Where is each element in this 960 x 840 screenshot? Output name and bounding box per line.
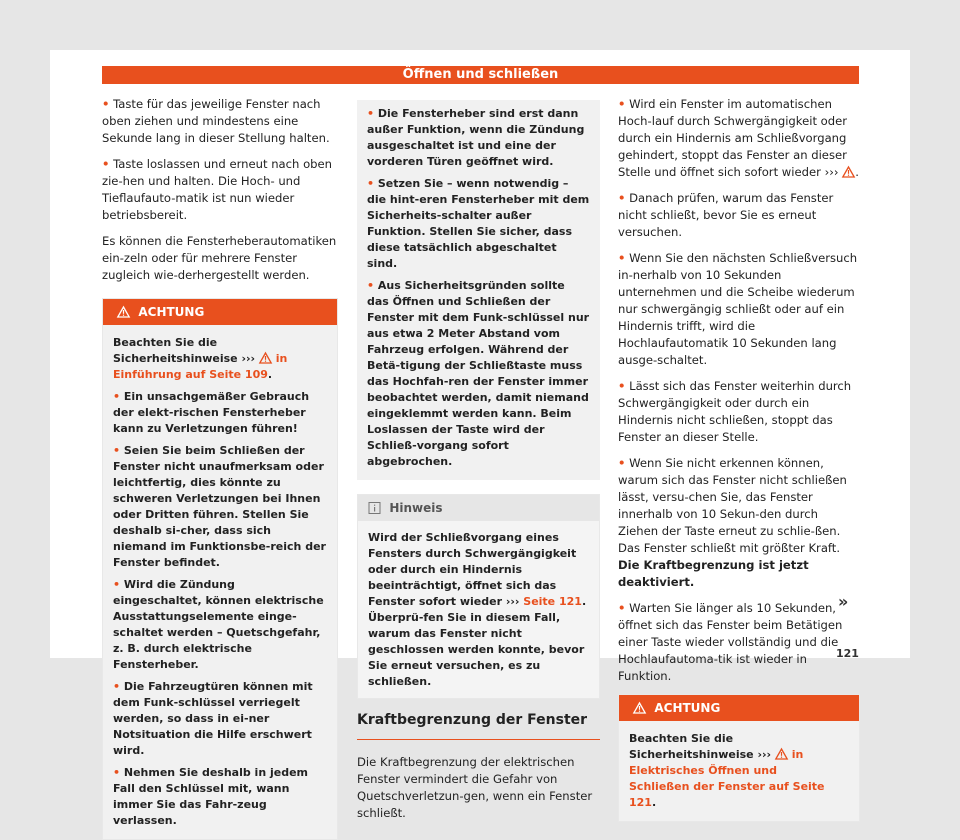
warning-box	[102, 298, 338, 840]
hint-title: Hinweis	[389, 501, 443, 515]
bullet-icon: •	[102, 157, 110, 171]
list-item: • Lässt sich das Fenster weiterhin durch Schwergängigkeit oder durch ein Hindernis nicht schließen, stoppt das Fenster an dieser Stelle.	[618, 379, 852, 444]
section-title: Kraftbegrenzung der Fenster	[357, 699, 600, 740]
warning-header	[619, 695, 859, 721]
list-item: • Wird die Zündung eingeschaltet, können elektrische Ausstattungselemente einge-schaltet werden – Quetschgefahr, z. B. durch elektrische Fensterheber.	[113, 578, 324, 671]
warning-triangle-icon	[775, 748, 788, 760]
bullet-icon: •	[367, 107, 375, 120]
bullet-icon: •	[113, 766, 121, 779]
bullet-icon: •	[367, 279, 375, 292]
list-item: • Wenn Sie nicht erkennen können, warum sich das Fenster nicht schließen lässt, versu-chen Sie, das Fenster innerhalb von 10 Sekun-den durch Ziehen der Taste erneut zu schlie-ßen. Das Fenster schließt mit größter Kraft. Die Kraftbegrenzung ist jetzt deaktiviert.	[618, 456, 847, 589]
paragraph: Die Kraftbegrenzung der elektrischen Fenster vermindert die Gefahr von Quetschverletzun-gen, wenn ein Fenster schließt.	[357, 755, 593, 820]
list-item: • Setzen Sie – wenn notwendig – die hint-eren Fensterheber mit dem Sicherheits-schalter außer Funktion. Stellen Sie sicher, dass diese tatsächlich abgeschaltet sind.	[367, 177, 590, 270]
hint-header	[358, 495, 599, 521]
warning-header	[103, 299, 337, 325]
bullet-icon: •	[618, 191, 626, 205]
bullet-icon: •	[367, 177, 375, 190]
bullet-icon: •	[113, 444, 121, 457]
warning-intro: Beachten Sie die Sicherheitshinweise ››› in Elektrisches Öffnen und Schließen der Fenster auf Seite 121.	[629, 732, 825, 809]
page-link[interactable]: Seite 121	[523, 595, 582, 608]
list-item: • Die Fensterheber sind erst dann außer Funktion, wenn die Zündung ausgeschaltet ist und eine der vorderen Türen geöffnet wird.	[367, 107, 585, 168]
warning-body	[103, 325, 337, 839]
list-item: • Taste loslassen und erneut nach oben zie-hen und halten. Die Hoch- und Tieflaufauto-matik ist nun wieder betriebsbereit.	[102, 157, 332, 222]
bullet-icon: •	[102, 97, 110, 111]
warning-triangle-icon	[842, 166, 855, 178]
page-link[interactable]: in Elektrisches Öffnen und Schließen der Fenster auf Seite 121	[629, 748, 825, 809]
bullet-icon: •	[618, 251, 626, 265]
list-item: • Aus Sicherheitsgründen sollte das Öffnen und Schließen der Fenster mit dem Funk-schlüssel nur aus etwa 2 Meter Abstand vom Fahrzeug erfolgen. Während der Betä-tigung der Schließtaste muss das Hochfah-ren der Fenster immer beobachtet werden, damit niemand eingeklemmt werden kann. Beim Loslassen der Taste wird der Schließ-vorgang sofort abgebrochen.	[367, 279, 590, 468]
warning-intro: Beachten Sie die Sicherheitshinweise ››› in Einführung auf Seite 109.	[113, 336, 288, 381]
hint-box	[357, 494, 600, 699]
list-item: • Warten Sie länger als 10 Sekunden, öffnet sich das Fenster beim Betätigen einer Taste wieder vollständig und die Hochlaufautoma-tik ist wieder in Funktion.	[618, 601, 843, 683]
paragraph: Es können die Fensterheberautomatiken ein-zeln oder für mehrere Fenster zugleich wie-derhergestellt werden.	[102, 234, 337, 282]
warning-box	[618, 694, 860, 822]
warning-triangle-icon	[117, 306, 130, 318]
warning-title: ACHTUNG	[138, 305, 205, 319]
info-icon	[368, 502, 381, 514]
bullet-icon: •	[113, 680, 121, 693]
emphasis-text: Die Kraftbegrenzung ist jetzt deaktiviert.	[618, 558, 809, 589]
continue-arrow-icon: »	[838, 592, 849, 611]
bullet-icon: •	[618, 601, 626, 615]
bullet-icon: •	[618, 456, 626, 470]
warning-body	[619, 721, 859, 821]
list-item: • Seien Sie beim Schließen der Fenster nicht unaufmerksam oder leichtfertig, dies könnte zu schweren Verletzungen bei Ihnen oder Dritten führen. Stellen Sie deshalb si-cher, dass sich niemand im Funktionsbe-reich der Fenster befindet.	[113, 444, 326, 569]
list-item: • Wenn Sie den nächsten Schließversuch in-nerhalb von 10 Sekunden unternehmen und die Scheibe wiederum nur schwergängig schließt oder auf ein Hindernis trifft, wird die Hochlaufautomatik 10 Sekunden lang ausge-schaltet.	[618, 251, 858, 367]
warning-title: ACHTUNG	[654, 701, 721, 715]
list-item: • Taste für das jeweilige Fenster nach oben ziehen und mindestens eine Sekunde lang in dieser Stellung halten.	[102, 97, 330, 145]
list-item: • Die Fahrzeugtüren können mit dem Funk-schlüssel verriegelt werden, so dass in ei-ner Notsituation die Hilfe erschwert wird.	[113, 680, 313, 757]
page-number: 121	[836, 647, 859, 660]
page-link[interactable]: in Einführung auf Seite 109	[113, 352, 288, 381]
list-item: • Nehmen Sie deshalb in jedem Fall den Schlüssel mit, wann immer Sie das Fahr-zeug verlassen.	[113, 766, 309, 827]
bullet-icon: •	[618, 97, 626, 111]
list-item: • Ein unsachgemäßer Gebrauch der elekt-rischen Fensterheber kann zu Verletzungen führen!	[113, 390, 310, 435]
column-middle	[357, 100, 600, 831]
warning-triangle-icon	[259, 352, 272, 364]
list-item: • Wird ein Fenster im automatischen Hoch-lauf durch Schwergängigkeit oder durch ein Hindernis am Schließvorgang gehindert, stoppt das Fenster an dieser Stelle und öffnet sich sofort wieder ››› .	[618, 97, 859, 179]
hint-body: Wird der Schließvorgang eines Fensters durch Schwergängigkeit oder durch ein Hindernis beeinträchtigt, öffnet sich das Fenster sofort wieder ››› Seite 121. Überprü-fen Sie in diesem Fall, warum das Fenster nicht geschlossen werden konnte, bevor Sie erneut versuchen, es zu schließen.	[358, 521, 599, 698]
warning-triangle-icon	[633, 702, 646, 714]
warning-continuation	[357, 100, 600, 480]
bullet-icon: •	[113, 390, 121, 403]
list-item: • Danach prüfen, warum das Fenster nicht schließt, bevor Sie es erneut versuchen.	[618, 191, 834, 239]
bullet-icon: •	[113, 578, 121, 591]
page-header-title: Öffnen und schließen	[102, 66, 859, 84]
column-right	[618, 96, 860, 822]
column-left	[102, 96, 338, 840]
bullet-icon: •	[618, 379, 626, 393]
